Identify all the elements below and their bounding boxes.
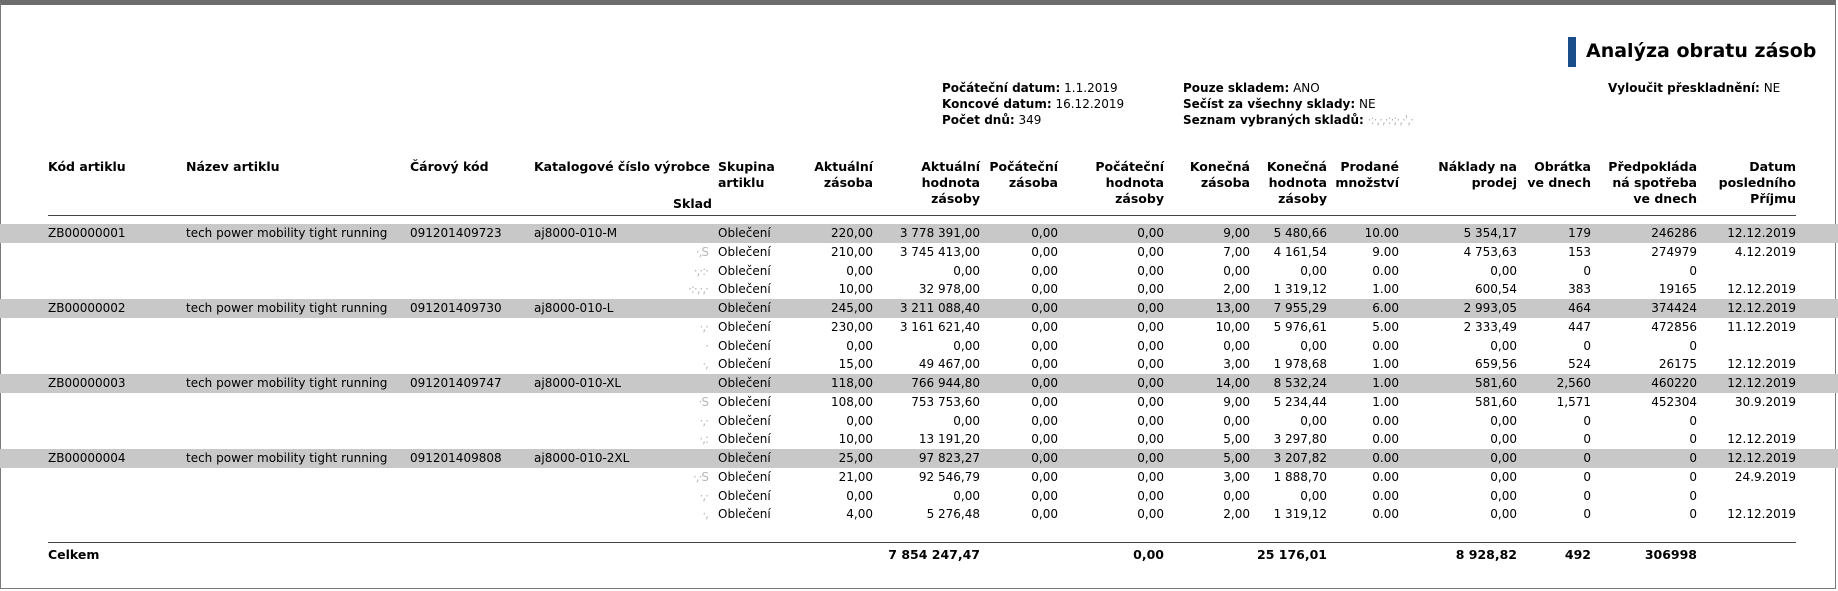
- cell-cur-qty: 10,00: [838, 432, 873, 447]
- cell-cur-val: 753 753,60: [911, 394, 980, 409]
- cell-sold: 9.00: [1372, 244, 1399, 259]
- cell-turnover: 0: [1583, 488, 1591, 503]
- cell-cur-val: 0,00: [953, 263, 980, 278]
- cell-last-date: 12.12.2019: [1727, 357, 1796, 372]
- cell-cur-qty: 210,00: [831, 244, 873, 259]
- col-header-cur-qty: Aktuální zásoba: [814, 159, 873, 190]
- cell-end-val: 0,00: [1300, 338, 1327, 353]
- col-header-catalog: Katalogové číslo výrobce: [534, 159, 711, 174]
- cell-sold: 10.00: [1364, 226, 1399, 240]
- cell-forecast: 460220: [1651, 376, 1697, 390]
- cell-forecast: 26175: [1658, 357, 1697, 372]
- cell-group: Oblečení: [718, 226, 771, 240]
- cell-cost: 2 993,05: [1463, 301, 1517, 315]
- cell-forecast: 0: [1689, 469, 1697, 484]
- cell-group: Oblečení: [718, 282, 771, 297]
- cell-start-val: 0,00: [1137, 413, 1164, 428]
- cell-cost: 0,00: [1490, 432, 1517, 447]
- cell-cur-val: 32 978,00: [918, 282, 980, 297]
- cell-cost: 5 354,17: [1463, 226, 1517, 240]
- cell-group: Oblečení: [718, 488, 771, 503]
- cell-cost: 0,00: [1490, 488, 1517, 503]
- cell-turnover: 0: [1583, 263, 1591, 278]
- totals-row: [0, 545, 1838, 563]
- warehouse-row: [0, 412, 1838, 431]
- totals-turnover: 492: [1564, 547, 1591, 562]
- cell-wh: ·,·S: [692, 469, 708, 484]
- cell-start-qty: 0,00: [1031, 319, 1058, 334]
- cell-end-qty: 7,00: [1223, 244, 1250, 259]
- cell-forecast: 0: [1689, 507, 1697, 522]
- cell-forecast: 0: [1689, 263, 1697, 278]
- col-header-name: Název artiklu: [186, 159, 280, 174]
- cell-cur-qty: 15,00: [838, 357, 873, 372]
- param-stock-only: Pouze skladem: ANO: [1183, 81, 1320, 95]
- cell-end-val: 7 955,29: [1273, 301, 1327, 315]
- cell-end-qty: 0,00: [1223, 488, 1250, 503]
- cell-turnover: 0: [1583, 469, 1591, 484]
- article-row: [0, 449, 1838, 468]
- cell-turnover: 0: [1583, 432, 1591, 447]
- cell-start-val: 0,00: [1137, 282, 1164, 297]
- warehouse-row: [0, 280, 1838, 299]
- cell-cost: 0,00: [1490, 469, 1517, 484]
- cell-wh: ·: [705, 338, 708, 353]
- cell-cur-qty: 220,00: [831, 226, 873, 240]
- cell-code: ZB00000003: [48, 376, 126, 390]
- cell-last-date: 12.12.2019: [1727, 282, 1796, 297]
- cell-sold: 0.00: [1372, 507, 1399, 522]
- cell-start-val: 0,00: [1137, 357, 1164, 372]
- cell-turnover: 524: [1568, 357, 1591, 372]
- cell-start-qty: 0,00: [1031, 282, 1058, 297]
- header-divider: [48, 215, 1796, 216]
- cell-code: ZB00000004: [48, 451, 126, 465]
- cell-turnover: 464: [1568, 301, 1591, 315]
- cell-start-qty: 0,00: [1031, 469, 1058, 484]
- cell-end-val: 1 319,12: [1273, 507, 1327, 522]
- cell-turnover: 383: [1568, 282, 1591, 297]
- cell-turnover: 0: [1583, 413, 1591, 428]
- warehouse-row: [0, 505, 1838, 524]
- warehouse-row: [0, 468, 1838, 487]
- param-sum-all: Sečíst za všechny sklady: NE: [1183, 97, 1376, 111]
- cell-turnover: 0: [1583, 507, 1591, 522]
- col-header-group: Skupina artiklu: [718, 159, 775, 190]
- report-table-body: [0, 224, 1838, 524]
- cell-cur-val: 5 276,48: [926, 507, 980, 522]
- cell-start-val: 0,00: [1137, 488, 1164, 503]
- cell-group: Oblečení: [718, 376, 771, 390]
- cell-end-val: 4 161,54: [1273, 244, 1327, 259]
- cell-catalog: aj8000-010-M: [534, 226, 618, 240]
- col-header-barcode: Čárový kód: [410, 159, 489, 174]
- cell-cur-qty: 118,00: [831, 376, 873, 390]
- cell-start-val: 0,00: [1137, 301, 1164, 315]
- cell-last-date: 4.12.2019: [1734, 244, 1796, 259]
- cell-sold: 0.00: [1372, 263, 1399, 278]
- cell-sold: 1.00: [1372, 376, 1399, 390]
- cell-cur-val: 766 944,80: [911, 376, 980, 390]
- warehouse-row: [0, 487, 1838, 506]
- article-row: [0, 374, 1838, 393]
- cell-turnover: 447: [1568, 319, 1591, 334]
- cell-wh: ·,: [702, 357, 708, 372]
- cell-wh: ·,S: [695, 244, 708, 259]
- cell-forecast: 0: [1689, 413, 1697, 428]
- cell-last-date: 12.12.2019: [1727, 376, 1796, 390]
- totals-cur-val: 7 854 247,47: [888, 547, 980, 562]
- cell-forecast: 374424: [1651, 301, 1697, 315]
- cell-turnover: 1,571: [1556, 394, 1591, 409]
- cell-end-val: 0,00: [1300, 413, 1327, 428]
- cell-barcode: 091201409730: [410, 301, 502, 315]
- cell-turnover: 153: [1568, 244, 1591, 259]
- totals-divider: [48, 542, 1796, 543]
- cell-start-qty: 0,00: [1031, 451, 1058, 465]
- totals-end-val: 25 176,01: [1257, 547, 1327, 562]
- cell-cost: 0,00: [1490, 507, 1517, 522]
- cell-cost: 2 333,49: [1463, 319, 1517, 334]
- col-header-last-date: Datum posledního Příjmu: [1718, 159, 1796, 206]
- cell-cur-qty: 0,00: [846, 413, 873, 428]
- cell-last-date: 30.9.2019: [1734, 394, 1796, 409]
- cell-cur-val: 3 745 413,00: [899, 244, 980, 259]
- cell-cur-val: 92 546,79: [918, 469, 980, 484]
- cell-end-val: 5 976,61: [1273, 319, 1327, 334]
- cell-last-date: 12.12.2019: [1727, 301, 1796, 315]
- cell-group: Oblečení: [718, 432, 771, 447]
- cell-end-qty: 2,00: [1223, 507, 1250, 522]
- cell-end-val: 5 234,44: [1273, 394, 1327, 409]
- cell-start-qty: 0,00: [1031, 263, 1058, 278]
- cell-sold: 5.00: [1372, 319, 1399, 334]
- param-days: Počet dnů: 349: [942, 113, 1042, 127]
- cell-turnover: 0: [1583, 338, 1591, 353]
- cell-cur-qty: 25,00: [838, 451, 873, 465]
- cell-sold: 0.00: [1372, 338, 1399, 353]
- cell-last-date: 12.12.2019: [1727, 226, 1796, 240]
- cell-sold: 1.00: [1372, 357, 1399, 372]
- cell-forecast: 472856: [1651, 319, 1697, 334]
- col-header-start-val: Počáteční hodnota zásoby: [1095, 159, 1164, 206]
- param-end-date: Koncové datum: 16.12.2019: [942, 97, 1125, 111]
- cell-group: Oblečení: [718, 319, 771, 334]
- cell-group: Oblečení: [718, 507, 771, 522]
- col-header-end-qty: Konečná zásoba: [1189, 159, 1250, 190]
- cell-start-qty: 0,00: [1031, 301, 1058, 315]
- cell-end-qty: 0,00: [1223, 263, 1250, 278]
- report-title: Analýza obratu zásob: [1586, 40, 1817, 62]
- cell-end-qty: 9,00: [1223, 226, 1250, 240]
- col-header-end-val: Konečná hodnota zásoby: [1266, 159, 1327, 206]
- cell-end-qty: 5,00: [1223, 451, 1250, 465]
- totals-cost: 8 928,82: [1455, 547, 1517, 562]
- cell-sold: 0.00: [1372, 413, 1399, 428]
- col-header-cost: Náklady na prodej: [1438, 159, 1517, 190]
- cell-sold: 1.00: [1372, 394, 1399, 409]
- cell-wh: ·,·: [699, 319, 708, 334]
- cell-barcode: 091201409808: [410, 451, 502, 465]
- cell-start-qty: 0,00: [1031, 338, 1058, 353]
- cell-wh: ·,:: [699, 432, 708, 447]
- cell-end-val: 3 297,80: [1273, 432, 1327, 447]
- cell-group: Oblečení: [718, 469, 771, 484]
- warehouse-row: [0, 355, 1838, 374]
- cell-end-val: 1 888,70: [1273, 469, 1327, 484]
- cell-end-qty: 0,00: [1223, 413, 1250, 428]
- cell-cur-val: 13 191,20: [918, 432, 980, 447]
- cell-start-val: 0,00: [1137, 394, 1164, 409]
- warehouse-row: [0, 262, 1838, 281]
- warehouse-row: [0, 337, 1838, 356]
- cell-cost: 0,00: [1490, 263, 1517, 278]
- cell-forecast: 0: [1689, 488, 1697, 503]
- cell-group: Oblečení: [718, 357, 771, 372]
- cell-group: Oblečení: [718, 413, 771, 428]
- cell-start-val: 0,00: [1137, 432, 1164, 447]
- cell-start-qty: 0,00: [1031, 357, 1058, 372]
- cell-name: tech power mobility tight running: [186, 376, 388, 390]
- cell-start-val: 0,00: [1137, 451, 1164, 465]
- cell-sold: 0.00: [1372, 451, 1399, 465]
- cell-end-val: 1 978,68: [1273, 357, 1327, 372]
- cell-last-date: 24.9.2019: [1734, 469, 1796, 484]
- cell-name: tech power mobility tight running: [186, 226, 388, 240]
- cell-cost: 581,60: [1475, 376, 1517, 390]
- cell-cost: 4 753,63: [1463, 244, 1517, 259]
- cell-cost: 0,00: [1490, 338, 1517, 353]
- cell-forecast: 0: [1689, 432, 1697, 447]
- cell-cur-qty: 108,00: [831, 394, 873, 409]
- cell-code: ZB00000002: [48, 301, 126, 315]
- cell-cur-qty: 0,00: [846, 338, 873, 353]
- cell-end-qty: 3,00: [1223, 357, 1250, 372]
- cell-cur-qty: 21,00: [838, 469, 873, 484]
- cell-turnover: 0: [1583, 451, 1591, 465]
- cell-end-qty: 10,00: [1215, 319, 1250, 334]
- cell-catalog: aj8000-010-2XL: [534, 451, 630, 465]
- cell-sold: 0.00: [1372, 469, 1399, 484]
- cell-wh: ·,·:·: [693, 263, 708, 278]
- cell-start-val: 0,00: [1137, 469, 1164, 484]
- cell-end-val: 5 480,66: [1273, 226, 1327, 240]
- cell-cur-val: 0,00: [953, 413, 980, 428]
- totals-start-val: 0,00: [1133, 547, 1164, 562]
- cell-group: Oblečení: [718, 263, 771, 278]
- cell-start-val: 0,00: [1137, 263, 1164, 278]
- cell-group: Oblečení: [718, 244, 771, 259]
- cell-start-val: 0,00: [1137, 507, 1164, 522]
- warehouse-row: [0, 430, 1838, 449]
- col-header-warehouse: Sklad: [673, 196, 712, 211]
- cell-start-val: 0,00: [1137, 376, 1164, 390]
- cell-catalog: aj8000-010-L: [534, 301, 614, 315]
- cell-start-qty: 0,00: [1031, 432, 1058, 447]
- cell-cost: 659,56: [1475, 357, 1517, 372]
- cell-cur-val: 49 467,00: [918, 357, 980, 372]
- cell-group: Oblečení: [718, 394, 771, 409]
- cell-forecast: 0: [1689, 338, 1697, 353]
- cell-start-qty: 0,00: [1031, 244, 1058, 259]
- cell-forecast: 246286: [1651, 226, 1697, 240]
- cell-cur-qty: 245,00: [831, 301, 873, 315]
- article-row: [0, 299, 1838, 318]
- param-start-date: Počáteční datum: 1.1.2019: [942, 81, 1118, 95]
- cell-wh: ·S: [698, 394, 708, 409]
- cell-forecast: 19165: [1658, 282, 1697, 297]
- cell-catalog: aj8000-010-XL: [534, 376, 622, 390]
- cell-start-val: 0,00: [1137, 319, 1164, 334]
- cell-start-qty: 0,00: [1031, 413, 1058, 428]
- cell-start-val: 0,00: [1137, 226, 1164, 240]
- cell-cur-qty: 4,00: [846, 507, 873, 522]
- cell-end-qty: 9,00: [1223, 394, 1250, 409]
- cell-end-qty: 2,00: [1223, 282, 1250, 297]
- cell-cur-qty: 10,00: [838, 282, 873, 297]
- cell-cur-qty: 0,00: [846, 488, 873, 503]
- cell-last-date: 12.12.2019: [1727, 432, 1796, 447]
- cell-cur-val: 3 161 621,40: [899, 319, 980, 334]
- cell-cost: 0,00: [1490, 451, 1517, 465]
- col-header-forecast: Předpokláda ná spotřeba ve dnech: [1608, 159, 1697, 206]
- cell-cur-val: 0,00: [953, 338, 980, 353]
- cell-cur-qty: 230,00: [831, 319, 873, 334]
- cell-barcode: 091201409723: [410, 226, 502, 240]
- cell-code: ZB00000001: [48, 226, 126, 240]
- cell-forecast: 0: [1689, 451, 1697, 465]
- cell-cur-val: 3 778 391,00: [899, 226, 980, 240]
- cell-cur-val: 97 823,27: [918, 451, 980, 465]
- col-header-start-qty: Počáteční zásoba: [989, 159, 1058, 190]
- cell-turnover: 179: [1568, 226, 1591, 240]
- cell-cost: 581,60: [1475, 394, 1517, 409]
- cell-name: tech power mobility tight running: [186, 301, 388, 315]
- cell-start-val: 0,00: [1137, 244, 1164, 259]
- cell-cost: 600,54: [1475, 282, 1517, 297]
- cell-sold: 1.00: [1372, 282, 1399, 297]
- param-exclude: Vyloučit přeskladnění: NE: [1608, 81, 1781, 95]
- cell-barcode: 091201409747: [410, 376, 502, 390]
- cell-wh: ·,: [702, 507, 708, 522]
- cell-end-val: 0,00: [1300, 263, 1327, 278]
- cell-end-val: 8 532,24: [1273, 376, 1327, 390]
- col-header-sold: Prodané množství: [1335, 159, 1399, 190]
- cell-sold: 6.00: [1372, 301, 1399, 315]
- cell-start-val: 0,00: [1137, 338, 1164, 353]
- col-header-turnover: Obrátka ve dnech: [1527, 159, 1591, 190]
- cell-start-qty: 0,00: [1031, 376, 1058, 390]
- cell-wh: ·,·: [699, 413, 708, 428]
- col-header-code: Kód artiklu: [48, 159, 126, 174]
- cell-last-date: 12.12.2019: [1727, 451, 1796, 465]
- cell-end-val: 0,00: [1300, 488, 1327, 503]
- cell-end-val: 1 319,12: [1273, 282, 1327, 297]
- cell-name: tech power mobility tight running: [186, 451, 388, 465]
- cell-group: Oblečení: [718, 301, 771, 315]
- article-row: [0, 224, 1838, 243]
- cell-turnover: 2,560: [1556, 376, 1591, 390]
- cell-group: Oblečení: [718, 338, 771, 353]
- title-accent-bar: [1568, 37, 1576, 67]
- cell-wh: ·:·,·,·: [688, 282, 708, 297]
- cell-end-qty: 5,00: [1223, 432, 1250, 447]
- cell-forecast: 452304: [1651, 394, 1697, 409]
- cell-cur-val: 3 211 088,40: [899, 301, 980, 315]
- cell-start-qty: 0,00: [1031, 507, 1058, 522]
- cell-group: Oblečení: [718, 451, 771, 465]
- totals-forecast: 306998: [1644, 547, 1697, 562]
- warehouse-row: [0, 393, 1838, 412]
- param-warehouses: Seznam vybraných skladů: ·:·,·,·:·;·,·',·: [1183, 113, 1413, 127]
- cell-wh: ·,·: [699, 488, 708, 503]
- cell-start-qty: 0,00: [1031, 226, 1058, 240]
- cell-end-qty: 3,00: [1223, 469, 1250, 484]
- cell-end-qty: 14,00: [1215, 376, 1250, 390]
- totals-label: Celkem: [48, 547, 100, 562]
- warehouse-row: [0, 318, 1838, 337]
- cell-sold: 0.00: [1372, 432, 1399, 447]
- cell-forecast: 274979: [1651, 244, 1697, 259]
- cell-end-val: 3 207,82: [1273, 451, 1327, 465]
- cell-cur-val: 0,00: [953, 488, 980, 503]
- cell-last-date: 11.12.2019: [1727, 319, 1796, 334]
- cell-end-qty: 13,00: [1215, 301, 1250, 315]
- col-header-cur-val: Aktuální hodnota zásoby: [921, 159, 980, 206]
- cell-last-date: 12.12.2019: [1727, 507, 1796, 522]
- warehouse-row: [0, 243, 1838, 262]
- cell-start-qty: 0,00: [1031, 488, 1058, 503]
- cell-sold: 0.00: [1372, 488, 1399, 503]
- cell-start-qty: 0,00: [1031, 394, 1058, 409]
- cell-cur-qty: 0,00: [846, 263, 873, 278]
- cell-cost: 0,00: [1490, 413, 1517, 428]
- cell-end-qty: 0,00: [1223, 338, 1250, 353]
